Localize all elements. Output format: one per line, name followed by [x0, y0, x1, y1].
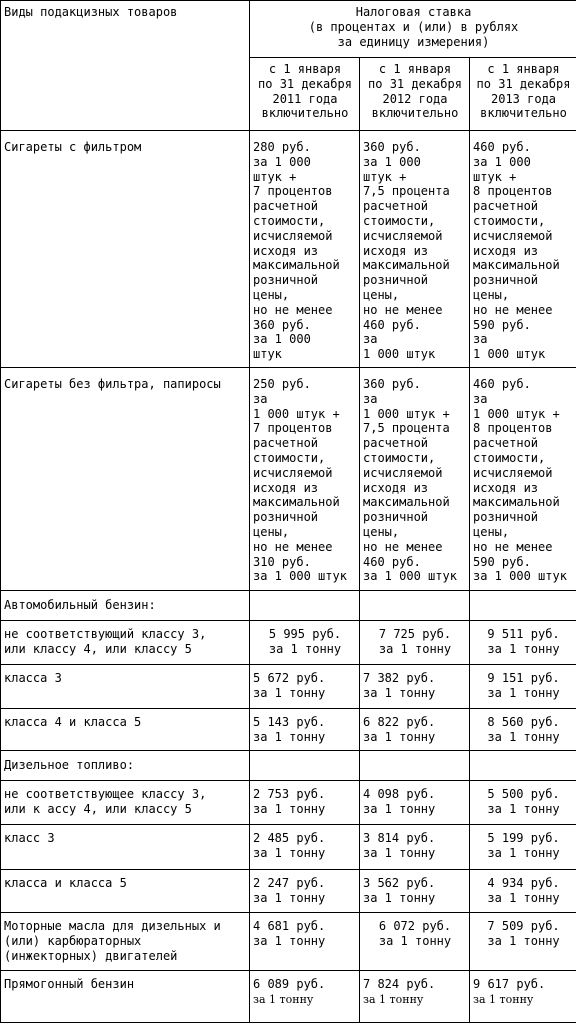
- rate-2012: 6 072 руб. за 1 тонну: [360, 913, 470, 971]
- rate-2012: 7 725 руб. за 1 тонну: [360, 621, 470, 665]
- table-row: [1, 913, 576, 971]
- rate-2013: [470, 971, 576, 1023]
- table-row: [1, 665, 576, 709]
- rate-2012: 3 814 руб. за 1 тонну: [360, 825, 470, 870]
- rate-2013: 460 руб. за 1 000 штук + 8 процентов расчетной стоимости, исчисляемой исходя из максимальной розничной цены, но не менее 590 руб. за 1 000 штук: [470, 131, 576, 368]
- rate-value: 6 089 руб.: [253, 977, 326, 991]
- row-label-petrol-other-class: не соответствующий классу 3, или классу 4, или классу 5: [1, 621, 250, 665]
- row-label-diesel-class-4-5: класса и класса 5: [1, 870, 250, 913]
- table-row: [1, 825, 576, 870]
- rate-2011: 280 руб. за 1 000 штук + 7 процентов расчетной стоимости, исчисляемой исходя из максимальной розничной цены, но не менее 360 руб. за 1 000 штук: [250, 131, 360, 368]
- row-label-cigarettes-no-filter: Сигареты без фильтра, папиросы: [1, 368, 250, 591]
- rate-value: 7 824 руб.: [363, 977, 436, 991]
- table-row: [1, 709, 576, 751]
- rate-2011: 250 руб. за 1 000 штук + 7 процентов расчетной стоимости, исчисляемой исходя из максимальной розничной цены, но не менее 310 руб. за 1 000 штук: [250, 368, 360, 591]
- rate-2011: 5 672 руб. за 1 тонну: [250, 665, 360, 709]
- row-label-diesel-other-class: не соответствующее классу 3, или к ассу 4, или классу 5: [1, 781, 250, 825]
- rate-2011: 2 485 руб. за 1 тонну: [250, 825, 360, 870]
- row-label-motor-oils: Моторные масла для дизельных и (или) карбюраторных (инжекторных) двигателей: [1, 913, 250, 971]
- rate-2012: [360, 971, 470, 1023]
- table-row: [1, 781, 576, 825]
- row-label-petrol-class-3: класса 3: [1, 665, 250, 709]
- table-row: [1, 621, 576, 665]
- row-label-cigarettes-filter: Сигареты с фильтром: [1, 131, 250, 368]
- rate-2012: 360 руб. за 1 000 штук + 7,5 процента расчетной стоимости, исчисляемой исходя из максимальной розничной цены, но не менее 460 руб. за 1 000 штук: [360, 131, 470, 368]
- header-tax-rate: Налоговая ставка (в процентах и (или) в рублях за единицу измерения): [250, 1, 576, 58]
- row-label-straight-run-petrol: Прямогонный бензин: [1, 971, 250, 1023]
- table-row: [1, 368, 576, 591]
- rate-2011: 5 995 руб. за 1 тонну: [250, 621, 360, 665]
- rate-unit: за 1 тонну: [473, 992, 534, 1006]
- rate-2013: 9 151 руб. за 1 тонну: [470, 665, 576, 709]
- rate-2012: 360 руб. за 1 000 штук + 7,5 процента расчетной стоимости, исчисляемой исходя из максимальной розничной цены, но не менее 460 руб. за 1 000 штук: [360, 368, 470, 591]
- rate-2013: 460 руб. за 1 000 штук + 8 процентов расчетной стоимости, исчисляемой исходя из максимальной розничной цены, но не менее 590 руб. за 1 000 штук: [470, 368, 576, 591]
- rate-2011: 2 753 руб. за 1 тонну: [250, 781, 360, 825]
- rate-2011: [250, 971, 360, 1023]
- section-title-petrol: Автомобильный бензин:: [1, 591, 250, 621]
- rate-2013: 5 199 руб. за 1 тонну: [470, 825, 576, 870]
- rate-2012: 4 098 руб. за 1 тонну: [360, 781, 470, 825]
- rate-2013: 7 509 руб. за 1 тонну: [470, 913, 576, 971]
- section-row: [1, 751, 576, 781]
- rate-2011: 2 247 руб. за 1 тонну: [250, 870, 360, 913]
- rate-2011: 5 143 руб. за 1 тонну: [250, 709, 360, 751]
- header-period-2013: с 1 января по 31 декабря 2013 года включительно: [470, 58, 576, 131]
- table-row: [1, 971, 576, 1023]
- header-goods-types: Виды подакцизных товаров: [1, 1, 250, 131]
- rate-2013: 9 511 руб. за 1 тонну: [470, 621, 576, 665]
- rate-2013: 4 934 руб. за 1 тонну: [470, 870, 576, 913]
- section-row: [1, 591, 576, 621]
- rate-2012: 7 382 руб. за 1 тонну: [360, 665, 470, 709]
- rate-2013: 5 500 руб. за 1 тонну: [470, 781, 576, 825]
- row-label-petrol-class-4-5: класса 4 и класса 5: [1, 709, 250, 751]
- rate-value: 9 617 руб.: [473, 977, 546, 991]
- table-row: [1, 131, 576, 368]
- rate-2012: 6 822 руб. за 1 тонну: [360, 709, 470, 751]
- header-period-2011: с 1 января по 31 декабря 2011 года включительно: [250, 58, 360, 131]
- section-title-diesel: Дизельное топливо:: [1, 751, 250, 781]
- rate-2011: 4 681 руб. за 1 тонну: [250, 913, 360, 971]
- table-row: [1, 870, 576, 913]
- rate-unit: за 1 тонну: [363, 992, 424, 1006]
- rate-unit: за 1 тонну: [253, 992, 314, 1006]
- header-period-2012: с 1 января по 31 декабря 2012 года включительно: [360, 58, 470, 131]
- rate-2013: 8 560 руб. за 1 тонну: [470, 709, 576, 751]
- rate-2012: 3 562 руб. за 1 тонну: [360, 870, 470, 913]
- row-label-diesel-class-3: класс 3: [1, 825, 250, 870]
